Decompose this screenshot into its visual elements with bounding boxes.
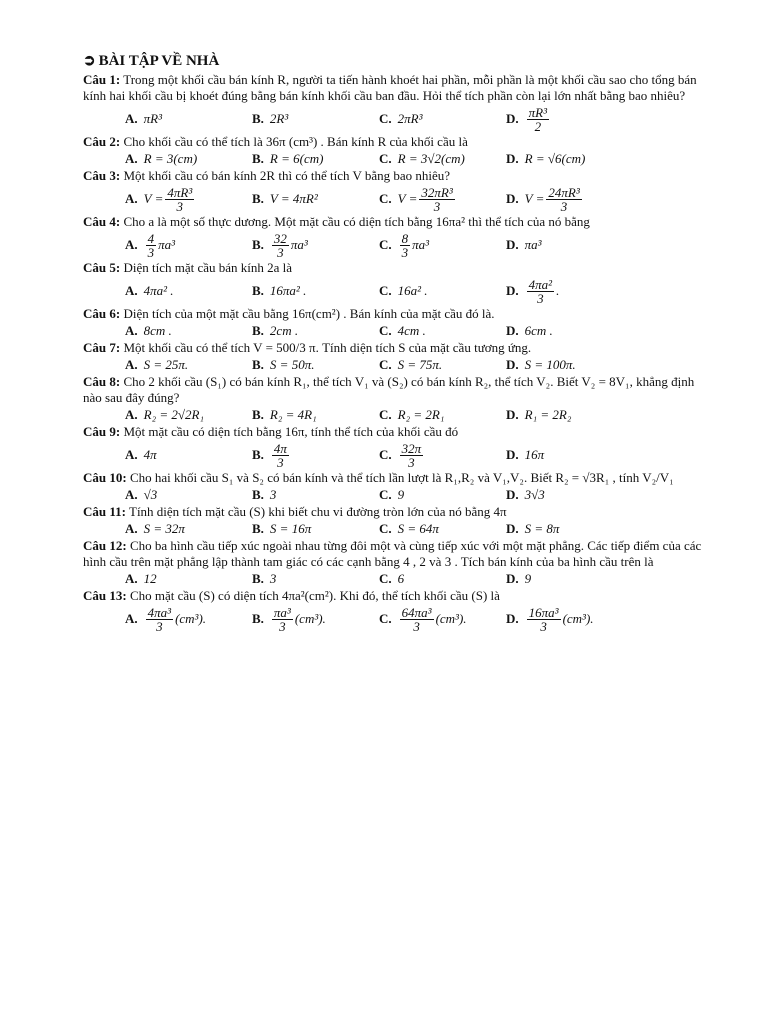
option-label: A. bbox=[125, 487, 138, 502]
question-item bbox=[83, 588, 703, 634]
option-label: C. bbox=[379, 191, 392, 206]
option-fraction bbox=[272, 232, 289, 259]
option-label: A. bbox=[125, 447, 138, 462]
option-value: 3 bbox=[269, 571, 277, 586]
answer-option[interactable] bbox=[506, 520, 633, 538]
option-prefix: V = bbox=[143, 191, 164, 206]
option-label: C. bbox=[379, 487, 392, 502]
answer-option[interactable] bbox=[506, 236, 633, 254]
option-suffix: πa³ bbox=[158, 237, 176, 252]
option-label: A. bbox=[125, 151, 138, 166]
answer-option[interactable] bbox=[379, 186, 506, 213]
option-value: 8cm . bbox=[143, 323, 172, 338]
question-body: Một khối cầu có thể tích V = 500/3 π. Tính diện tích S của mặt cầu tương ứng. bbox=[123, 340, 532, 355]
answer-option[interactable] bbox=[252, 606, 379, 633]
option-label: C. bbox=[379, 151, 392, 166]
question-body: Cho 2 khối cầu (S₁) có bán kính R₁, thể tích V₁ và (S₂) có bán kính R₂, thể tích V₂. Biết V₂ = 8V₁, khẳng định nào sau đây đúng? bbox=[83, 374, 695, 405]
question-body: Trong một khối cầu bán kính R, người ta tiến hành khoét hai phần, mỗi phần là một khối cầu sao cho tổng bán kính hai khối cầu bị khoét đúng bằng bán kính khối cầu ban đầu. Hỏi thể tích phần còn lại lớn nhất bằng bao nhiêu? bbox=[83, 72, 697, 103]
answer-option[interactable] bbox=[506, 446, 633, 464]
option-label: D. bbox=[506, 323, 519, 338]
answer-option[interactable] bbox=[379, 486, 506, 504]
option-value: R₂ = 4R₁ bbox=[269, 407, 317, 422]
answer-option[interactable] bbox=[379, 110, 506, 128]
question-text bbox=[83, 424, 703, 440]
option-label: D. bbox=[506, 237, 519, 252]
answer-option[interactable] bbox=[252, 520, 379, 538]
question-text bbox=[83, 538, 703, 570]
question-item bbox=[83, 214, 703, 260]
option-value: 2πR³ bbox=[397, 111, 423, 126]
question-label: Câu 5: bbox=[83, 260, 121, 275]
answer-option[interactable] bbox=[125, 446, 252, 464]
question-label: Câu 8: bbox=[83, 374, 121, 389]
question-label: Câu 1: bbox=[83, 72, 121, 87]
option-fraction bbox=[400, 442, 424, 469]
answer-option[interactable] bbox=[506, 486, 633, 504]
option-fraction bbox=[272, 442, 289, 469]
option-label: A. bbox=[125, 323, 138, 338]
question-item bbox=[83, 504, 703, 538]
option-value: S = 32π bbox=[143, 521, 185, 536]
answer-option[interactable] bbox=[379, 520, 506, 538]
option-value: S = 8π bbox=[524, 521, 560, 536]
option-label: B. bbox=[252, 323, 264, 338]
option-value: R = √6(cm) bbox=[524, 151, 586, 166]
option-value: 6cm . bbox=[524, 323, 553, 338]
option-value: 6 bbox=[397, 571, 405, 586]
answer-option[interactable] bbox=[252, 406, 379, 424]
fraction-denominator: 3 bbox=[537, 290, 544, 306]
fraction-denominator: 3 bbox=[560, 198, 568, 214]
option-value: S = 50π. bbox=[269, 357, 315, 372]
option-value: R = 3(cm) bbox=[143, 151, 198, 166]
option-label: C. bbox=[379, 323, 392, 338]
answer-option[interactable] bbox=[506, 322, 633, 340]
answer-options bbox=[83, 150, 703, 168]
option-label: C. bbox=[379, 111, 392, 126]
answer-options bbox=[83, 322, 703, 340]
question-text bbox=[83, 72, 703, 104]
answer-option[interactable] bbox=[506, 278, 633, 305]
question-label: Câu 3: bbox=[83, 168, 121, 183]
question-body: Diện tích mặt cầu bán kính 2a là bbox=[123, 260, 293, 275]
option-label: B. bbox=[252, 111, 264, 126]
question-text bbox=[83, 374, 703, 406]
question-body: Diện tích của một mặt cầu bằng 16π(cm²) . Bán kính của mặt cầu đó là. bbox=[123, 306, 495, 321]
answer-options bbox=[83, 230, 703, 260]
answer-option[interactable] bbox=[125, 486, 252, 504]
option-value: R₁ = 2R₂ bbox=[524, 407, 572, 422]
question-item bbox=[83, 134, 703, 168]
option-fraction bbox=[546, 186, 581, 213]
answer-option[interactable] bbox=[379, 322, 506, 340]
question-text bbox=[83, 470, 703, 486]
question-body: Một mặt cầu có diện tích bằng 16π, tính thể tích của khối cầu đó bbox=[123, 424, 459, 439]
option-suffix: (cm³). bbox=[175, 611, 207, 626]
answer-option[interactable] bbox=[379, 232, 506, 259]
option-fraction bbox=[400, 232, 411, 259]
option-fraction bbox=[527, 106, 549, 133]
option-label: D. bbox=[506, 571, 519, 586]
answer-options bbox=[83, 356, 703, 374]
option-fraction bbox=[146, 606, 173, 633]
option-label: C. bbox=[379, 357, 392, 372]
fraction-numerator: 8 bbox=[401, 230, 409, 246]
option-fraction bbox=[165, 186, 194, 213]
option-value: √3 bbox=[143, 487, 158, 502]
option-fraction bbox=[419, 186, 454, 213]
question-text bbox=[83, 340, 703, 356]
option-label: A. bbox=[125, 571, 138, 586]
answer-option[interactable] bbox=[125, 186, 252, 213]
question-text bbox=[83, 260, 703, 276]
option-value: V = 4πR² bbox=[269, 191, 318, 206]
option-value: R₂ = 2√2R₁ bbox=[143, 407, 204, 422]
question-label: Câu 6: bbox=[83, 306, 121, 321]
fraction-denominator: 3 bbox=[156, 618, 163, 634]
answer-option[interactable] bbox=[252, 322, 379, 340]
answer-option[interactable] bbox=[379, 442, 506, 469]
option-label: D. bbox=[506, 111, 519, 126]
answer-option[interactable] bbox=[252, 442, 379, 469]
option-label: B. bbox=[252, 151, 264, 166]
answer-option[interactable] bbox=[379, 570, 506, 588]
question-text bbox=[83, 168, 703, 184]
answer-option[interactable] bbox=[252, 110, 379, 128]
option-label: A. bbox=[125, 611, 138, 626]
option-suffix: (cm³). bbox=[562, 611, 594, 626]
question-label: Câu 10: bbox=[83, 470, 127, 485]
question-text bbox=[83, 306, 703, 322]
option-label: C. bbox=[379, 237, 392, 252]
option-value: 16a² . bbox=[397, 283, 428, 298]
fraction-numerator: πR³ bbox=[528, 104, 547, 120]
option-label: B. bbox=[252, 487, 264, 502]
fraction-denominator: 3 bbox=[277, 244, 284, 260]
option-value: 2cm . bbox=[269, 323, 299, 338]
answer-option[interactable] bbox=[252, 356, 379, 374]
fraction-denominator: 3 bbox=[433, 198, 441, 214]
question-body: Cho mặt cầu (S) có diện tích 4πa²(cm²). Khi đó, thể tích khối cầu (S) là bbox=[129, 588, 500, 603]
option-label: B. bbox=[252, 447, 264, 462]
answer-option[interactable] bbox=[379, 606, 506, 633]
answer-option[interactable] bbox=[506, 570, 633, 588]
option-value: 12 bbox=[143, 571, 157, 586]
option-suffix: (cm³). bbox=[294, 611, 326, 626]
option-label: B. bbox=[252, 237, 264, 252]
answer-option[interactable] bbox=[252, 570, 379, 588]
option-suffix: . bbox=[556, 283, 560, 298]
option-label: D. bbox=[506, 151, 519, 166]
option-value: 4π bbox=[143, 447, 157, 462]
answer-options bbox=[83, 406, 703, 424]
option-value: 16πa² . bbox=[269, 283, 307, 298]
option-label: B. bbox=[252, 611, 264, 626]
option-value: S = 75π. bbox=[397, 357, 443, 372]
option-label: A. bbox=[125, 283, 138, 298]
option-value: 9 bbox=[397, 487, 405, 502]
option-value: S = 25π. bbox=[143, 357, 189, 372]
answer-option[interactable] bbox=[252, 282, 379, 300]
question-body: Cho ba hình cầu tiếp xúc ngoài nhau từng đôi một và cùng tiếp xúc với một mặt phẳng. Các tiếp điểm của các hình cầu trên mặt phẳng lập thành tam giác có các cạnh bằng 4 , 2 và 3 . Tích bán kính của ba hình cầu trên là bbox=[83, 538, 702, 569]
fraction-numerator: 24πR³ bbox=[548, 184, 580, 200]
option-label: D. bbox=[506, 357, 519, 372]
fraction-denominator: 3 bbox=[147, 244, 155, 260]
answer-option[interactable] bbox=[506, 406, 633, 424]
option-label: D. bbox=[506, 487, 519, 502]
answer-option[interactable] bbox=[379, 282, 506, 300]
fraction-denominator: 3 bbox=[413, 618, 420, 634]
answer-option[interactable] bbox=[125, 606, 252, 633]
question-label: Câu 11: bbox=[83, 504, 126, 519]
question-item bbox=[83, 72, 703, 134]
answer-options bbox=[83, 604, 703, 634]
option-label: B. bbox=[252, 283, 264, 298]
answer-options bbox=[83, 570, 703, 588]
question-body: Cho a là một số thực dương. Một mặt cầu có diện tích bằng 16πa² thì thể tích của nó bằng bbox=[123, 214, 590, 229]
question-label: Câu 2: bbox=[83, 134, 121, 149]
option-value: S = 16π bbox=[269, 521, 312, 536]
answer-option[interactable] bbox=[506, 186, 633, 213]
fraction-numerator: πa³ bbox=[273, 604, 291, 620]
fraction-numerator: 4π bbox=[273, 440, 287, 456]
option-label: D. bbox=[506, 283, 519, 298]
option-label: A. bbox=[125, 191, 138, 206]
option-label: A. bbox=[125, 111, 138, 126]
arrow-icon: ➲ bbox=[83, 53, 96, 69]
answer-options bbox=[83, 486, 703, 504]
answer-option[interactable] bbox=[252, 232, 379, 259]
question-list bbox=[83, 72, 703, 634]
fraction-numerator: 4πa³ bbox=[147, 604, 172, 620]
fraction-denominator: 3 bbox=[277, 454, 284, 470]
option-fraction bbox=[146, 232, 157, 259]
question-text bbox=[83, 504, 703, 520]
question-item bbox=[83, 306, 703, 340]
option-label: A. bbox=[125, 237, 138, 252]
section-title: BÀI TẬP VỀ NHÀ bbox=[98, 53, 220, 69]
answer-option[interactable] bbox=[252, 150, 379, 168]
fraction-numerator: 32 bbox=[273, 230, 287, 246]
answer-option[interactable] bbox=[252, 190, 379, 208]
answer-options bbox=[83, 184, 703, 214]
fraction-numerator: 16πa³ bbox=[528, 604, 559, 620]
fraction-denominator: 2 bbox=[534, 118, 542, 134]
answer-options bbox=[83, 276, 703, 306]
option-fraction bbox=[527, 606, 561, 633]
option-label: A. bbox=[125, 407, 138, 422]
option-label: B. bbox=[252, 521, 264, 536]
fraction-denominator: 3 bbox=[540, 618, 547, 634]
option-value: 2R³ bbox=[269, 111, 289, 126]
answer-option[interactable] bbox=[252, 486, 379, 504]
option-label: B. bbox=[252, 191, 264, 206]
option-label: D. bbox=[506, 611, 519, 626]
question-label: Câu 4: bbox=[83, 214, 121, 229]
answer-option[interactable] bbox=[125, 570, 252, 588]
answer-option[interactable] bbox=[125, 110, 252, 128]
option-prefix: V = bbox=[524, 191, 545, 206]
answer-option[interactable] bbox=[125, 232, 252, 259]
question-body: Một khối cầu có bán kính 2R thì có thể tích V bằng bao nhiêu? bbox=[123, 168, 451, 183]
question-body: Cho hai khối cầu S₁ và S₂ có bán kính và thể tích lần lượt là R₁,R₂ và V₁,V₂. Biết R₂ = √3R₁ , tính V₂/V₁ bbox=[129, 470, 674, 485]
option-suffix: πa³ bbox=[290, 237, 308, 252]
question-text bbox=[83, 134, 703, 150]
option-value: 16π bbox=[524, 447, 545, 462]
option-fraction bbox=[400, 606, 434, 633]
option-label: C. bbox=[379, 283, 392, 298]
answer-option[interactable] bbox=[379, 406, 506, 424]
option-value: 9 bbox=[524, 571, 532, 586]
option-value: 4cm . bbox=[397, 323, 426, 338]
option-prefix: V = bbox=[397, 191, 418, 206]
question-item bbox=[83, 538, 703, 588]
option-value: 4πa² . bbox=[143, 283, 174, 298]
option-value: R = 3√2(cm) bbox=[397, 151, 465, 166]
option-label: C. bbox=[379, 571, 392, 586]
option-suffix: πa³ bbox=[412, 237, 430, 252]
answer-option[interactable] bbox=[379, 150, 506, 168]
option-label: D. bbox=[506, 521, 519, 536]
option-value: πR³ bbox=[143, 111, 162, 126]
fraction-denominator: 3 bbox=[401, 244, 409, 260]
option-value: 3 bbox=[269, 487, 277, 502]
fraction-numerator: 4πa² bbox=[528, 276, 553, 292]
option-label: A. bbox=[125, 357, 138, 372]
fraction-numerator: 32πR³ bbox=[421, 184, 453, 200]
option-label: A. bbox=[125, 521, 138, 536]
fraction-numerator: 4πR³ bbox=[167, 184, 193, 200]
section-heading bbox=[83, 52, 703, 71]
option-value: R = 6(cm) bbox=[269, 151, 324, 166]
answer-option[interactable] bbox=[125, 520, 252, 538]
fraction-denominator: 3 bbox=[279, 618, 286, 634]
answer-option[interactable] bbox=[125, 322, 252, 340]
answer-option[interactable] bbox=[125, 356, 252, 374]
question-item bbox=[83, 424, 703, 470]
question-item bbox=[83, 168, 703, 214]
option-label: C. bbox=[379, 407, 392, 422]
question-label: Câu 7: bbox=[83, 340, 121, 355]
answer-option[interactable] bbox=[506, 606, 633, 633]
answer-option[interactable] bbox=[125, 150, 252, 168]
answer-option[interactable] bbox=[506, 150, 633, 168]
option-label: C. bbox=[379, 447, 392, 462]
fraction-denominator: 3 bbox=[408, 454, 415, 470]
option-label: B. bbox=[252, 407, 264, 422]
question-text bbox=[83, 588, 703, 604]
option-suffix: (cm³). bbox=[435, 611, 467, 626]
option-fraction bbox=[527, 278, 554, 305]
answer-option[interactable] bbox=[125, 282, 252, 300]
question-body: Cho khối cầu có thể tích là 36π (cm³) . Bán kính R của khối cầu là bbox=[123, 134, 468, 149]
option-label: B. bbox=[252, 357, 264, 372]
option-value: 3√3 bbox=[524, 487, 545, 502]
question-item bbox=[83, 340, 703, 374]
answer-option[interactable] bbox=[506, 356, 633, 374]
option-value: S = 100π. bbox=[524, 357, 576, 372]
option-value: R₂ = 2R₁ bbox=[397, 407, 445, 422]
option-fraction bbox=[272, 606, 293, 633]
option-label: D. bbox=[506, 407, 519, 422]
option-value: S = 64π bbox=[397, 521, 439, 536]
answer-options bbox=[83, 520, 703, 538]
option-label: D. bbox=[506, 447, 519, 462]
question-item bbox=[83, 374, 703, 424]
question-body: Tính diện tích mặt cầu (S) khi biết chu vi đường tròn lớn của nó bằng 4π bbox=[129, 504, 507, 519]
answer-options bbox=[83, 104, 703, 134]
question-label: Câu 12: bbox=[83, 538, 127, 553]
fraction-numerator: 4 bbox=[147, 230, 155, 246]
answer-option[interactable] bbox=[379, 356, 506, 374]
answer-option[interactable] bbox=[506, 106, 633, 133]
option-value: πa³ bbox=[524, 237, 542, 252]
option-label: C. bbox=[379, 611, 392, 626]
answer-options bbox=[83, 440, 703, 470]
question-label: Câu 9: bbox=[83, 424, 121, 439]
document-content bbox=[83, 52, 703, 634]
question-label: Câu 13: bbox=[83, 588, 127, 603]
question-item bbox=[83, 470, 703, 504]
option-label: C. bbox=[379, 521, 392, 536]
question-text bbox=[83, 214, 703, 230]
answer-option[interactable] bbox=[125, 406, 252, 424]
option-label: B. bbox=[252, 571, 264, 586]
question-item bbox=[83, 260, 703, 306]
option-label: D. bbox=[506, 191, 519, 206]
fraction-numerator: 64πa³ bbox=[401, 604, 432, 620]
fraction-numerator: 32π bbox=[401, 440, 422, 456]
fraction-denominator: 3 bbox=[176, 198, 184, 214]
